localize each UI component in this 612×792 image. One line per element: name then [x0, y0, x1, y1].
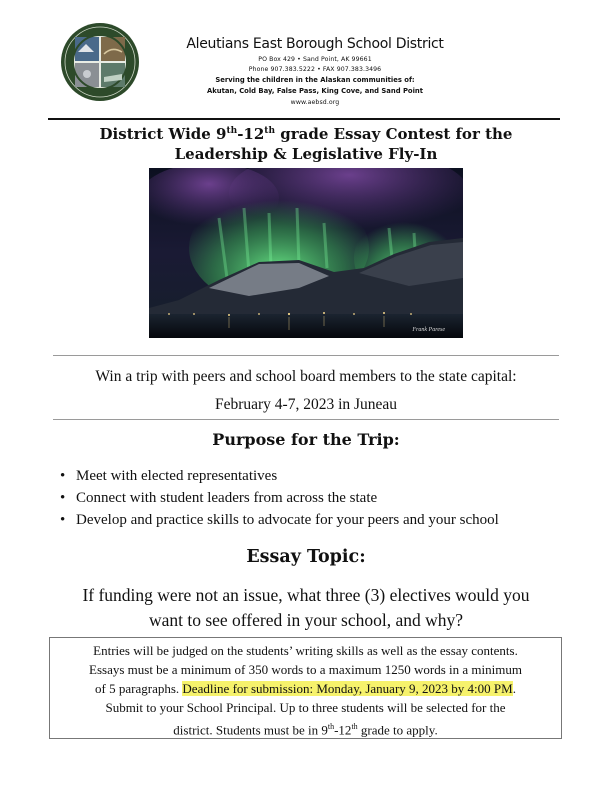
essay-topic-line2: want to see offered in your school, and why? [148, 610, 464, 630]
essay-topic-line1: If funding were not an issue, what three (3) electives would you [82, 585, 530, 605]
district-address: PO Box 429 • Sand Point, AK 99661 [258, 56, 372, 63]
purpose-item: • Connect with student leaders from across the state [60, 487, 580, 509]
trip-top-divider [53, 355, 559, 356]
rules-line: Entries will be judged on the students’ writing skills as well as the essay contents. [93, 643, 518, 658]
trip-description: Win a trip with peers and school board members to the state capital: [95, 368, 517, 385]
essay-topic-heading: Essay Topic: [246, 547, 366, 567]
flyer-title-line2: Leadership & Legislative Fly-In [174, 145, 438, 163]
purpose-item: • Meet with elected representatives [60, 465, 580, 487]
district-phone-fax: Phone 907.383.5222 • FAX 907.383.3496 [248, 66, 382, 73]
aurora-mountain-photo [149, 168, 463, 338]
district-website[interactable]: www.aebsd.org [290, 99, 340, 106]
letterhead-divider [48, 118, 560, 120]
photo-signature: Frank Parese [412, 327, 445, 333]
rules-line: district. Students must be in 9th-12th grade to apply. [173, 722, 438, 738]
purpose-item: • Develop and practice skills to advocate for your peers and your school [60, 509, 580, 531]
district-seal-logo [60, 22, 140, 102]
district-name: Aleutians East Borough School District [186, 36, 444, 52]
rules-text [54, 641, 557, 739]
serving-communities-list: Akutan, Cold Bay, False Pass, King Cove, and Sand Point [206, 87, 424, 95]
serving-communities-heading: Serving the children in the Alaskan communities of: [215, 76, 415, 84]
flyer-title-line1: District Wide 9th-12th grade Essay Contest for the [99, 125, 513, 143]
rules-line: Essays must be a minimum of 350 words to a maximum 1250 words in a minimum [89, 662, 522, 677]
trip-dates: February 4-7, 2023 in Juneau [214, 396, 398, 413]
purpose-heading: Purpose for the Trip: [212, 430, 400, 449]
rules-line: of 5 paragraphs. Deadline for submission: Monday, January 9, 2023 by 4:00 PM. [95, 681, 516, 696]
rules-line: Submit to your School Principal. Up to three students will be selected for the [105, 700, 506, 715]
deadline-highlight: Deadline for submission: Monday, January 9, 2023 by 4:00 PM [182, 681, 513, 696]
purpose-list [60, 465, 580, 531]
trip-bottom-divider [53, 419, 559, 420]
